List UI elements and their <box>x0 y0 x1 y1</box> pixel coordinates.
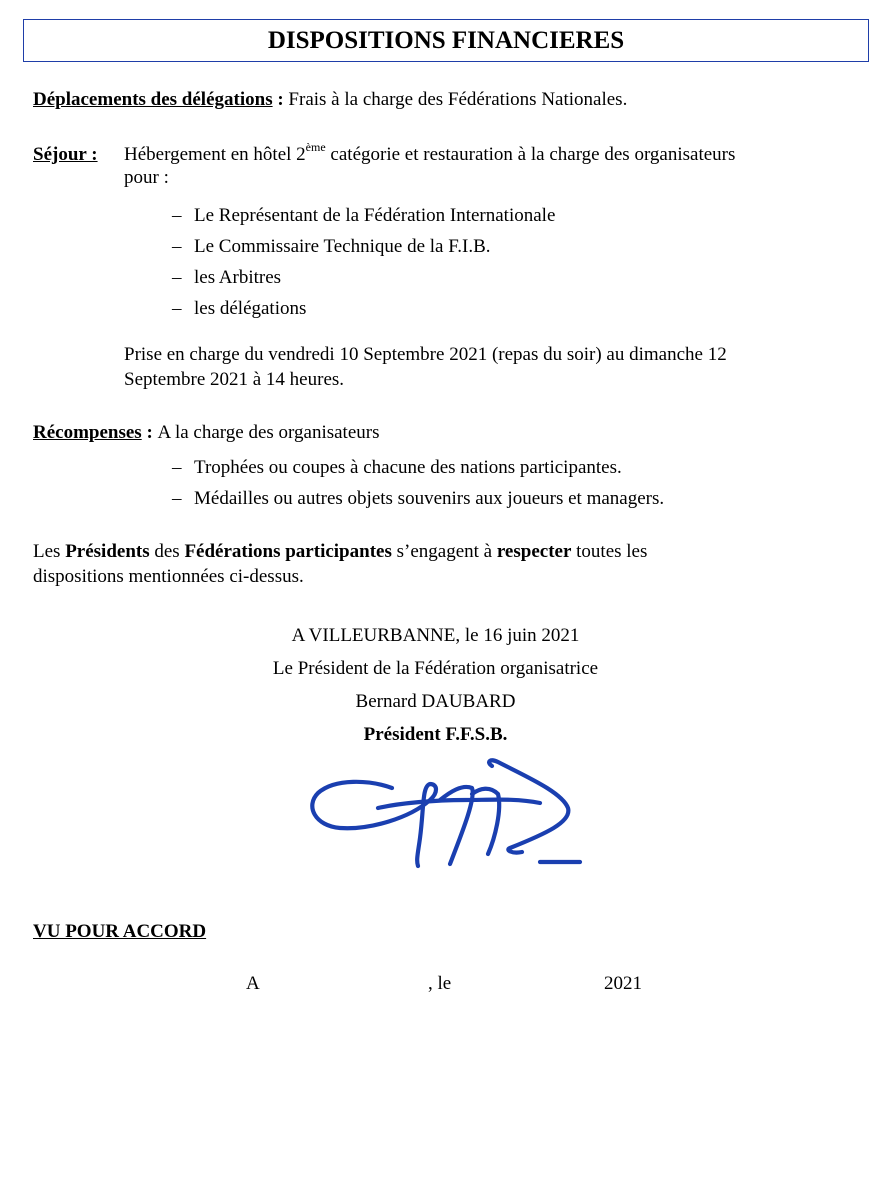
accord-date-label: , le <box>428 973 452 994</box>
dash-icon: – <box>172 236 182 257</box>
list-item <box>172 266 281 290</box>
list-item-text: Le Représentant de la Fédération Internationale <box>194 205 556 226</box>
dash-icon: – <box>172 205 182 226</box>
list-item <box>172 456 622 480</box>
accord-year: 2021 <box>604 973 642 994</box>
engagement-bold: Fédérations participantes <box>184 541 392 562</box>
list-item-text: Médailles ou autres objets souvenirs aux joueurs et managers. <box>194 488 665 509</box>
recompenses-sep: : <box>141 422 158 443</box>
recompenses-label: Récompenses <box>33 422 142 443</box>
deplacements-label: Déplacements des délégations <box>33 89 273 110</box>
prise-en-charge-line2: Septembre 2021 à 14 heures. <box>124 369 345 390</box>
recompenses-text: A la charge des organisateurs <box>157 422 380 443</box>
dash-icon: – <box>172 267 182 288</box>
deplacements-sep: : <box>272 89 289 110</box>
signature-image <box>300 748 590 878</box>
place-date: A VILLEURBANNE, le 16 juin 2021 <box>291 625 580 646</box>
signatory-title: Président F.F.S.B. <box>363 724 508 745</box>
engagement-text: Les <box>33 541 66 562</box>
prise-en-charge-line1: Prise en charge du vendredi 10 Septembre 2021 (repas du soir) au dimanche 12 <box>124 344 727 365</box>
accord-place-label: A <box>246 973 260 994</box>
deplacements-line <box>33 88 627 112</box>
signatory-name: Bernard DAUBARD <box>355 691 516 712</box>
list-item <box>172 297 306 321</box>
list-item-text: Trophées ou coupes à chacune des nations participantes. <box>194 457 622 478</box>
engagement-text: s’engagent à <box>391 541 497 562</box>
recompenses-line <box>33 421 379 445</box>
sejour-text-line1 <box>124 140 736 167</box>
dash-icon: – <box>172 457 182 478</box>
list-item-text: les délégations <box>194 298 307 319</box>
list-item <box>172 235 491 259</box>
engagement-text: des <box>149 541 185 562</box>
list-item <box>172 204 555 228</box>
engagement-text: toutes les <box>571 541 648 562</box>
deplacements-text: Frais à la charge des Fédérations Nationales. <box>288 89 628 110</box>
dash-icon: – <box>172 298 182 319</box>
signatory-role: Le Président de la Fédération organisatrice <box>272 658 599 679</box>
list-item-text: Le Commissaire Technique de la F.I.B. <box>194 236 491 257</box>
sejour-sup: ème <box>305 140 326 154</box>
sejour-text-line2: pour : <box>124 167 169 188</box>
dash-icon: – <box>172 488 182 509</box>
accord-heading: VU POUR ACCORD <box>33 921 207 942</box>
page-title: DISPOSITIONS FINANCIERES <box>23 19 869 62</box>
engagement-line2: dispositions mentionnées ci-dessus. <box>33 566 304 587</box>
engagement-line1 <box>33 540 647 564</box>
sejour-label: Séjour : <box>33 144 98 165</box>
sejour-text-after-sup: catégorie et restauration à la charge des organisateurs <box>325 144 736 165</box>
engagement-bold: respecter <box>496 541 572 562</box>
list-item <box>172 487 664 511</box>
sejour-text-before-sup: Hébergement en hôtel 2 <box>124 144 306 165</box>
list-item-text: les Arbitres <box>194 267 282 288</box>
engagement-bold: Présidents <box>65 541 150 562</box>
